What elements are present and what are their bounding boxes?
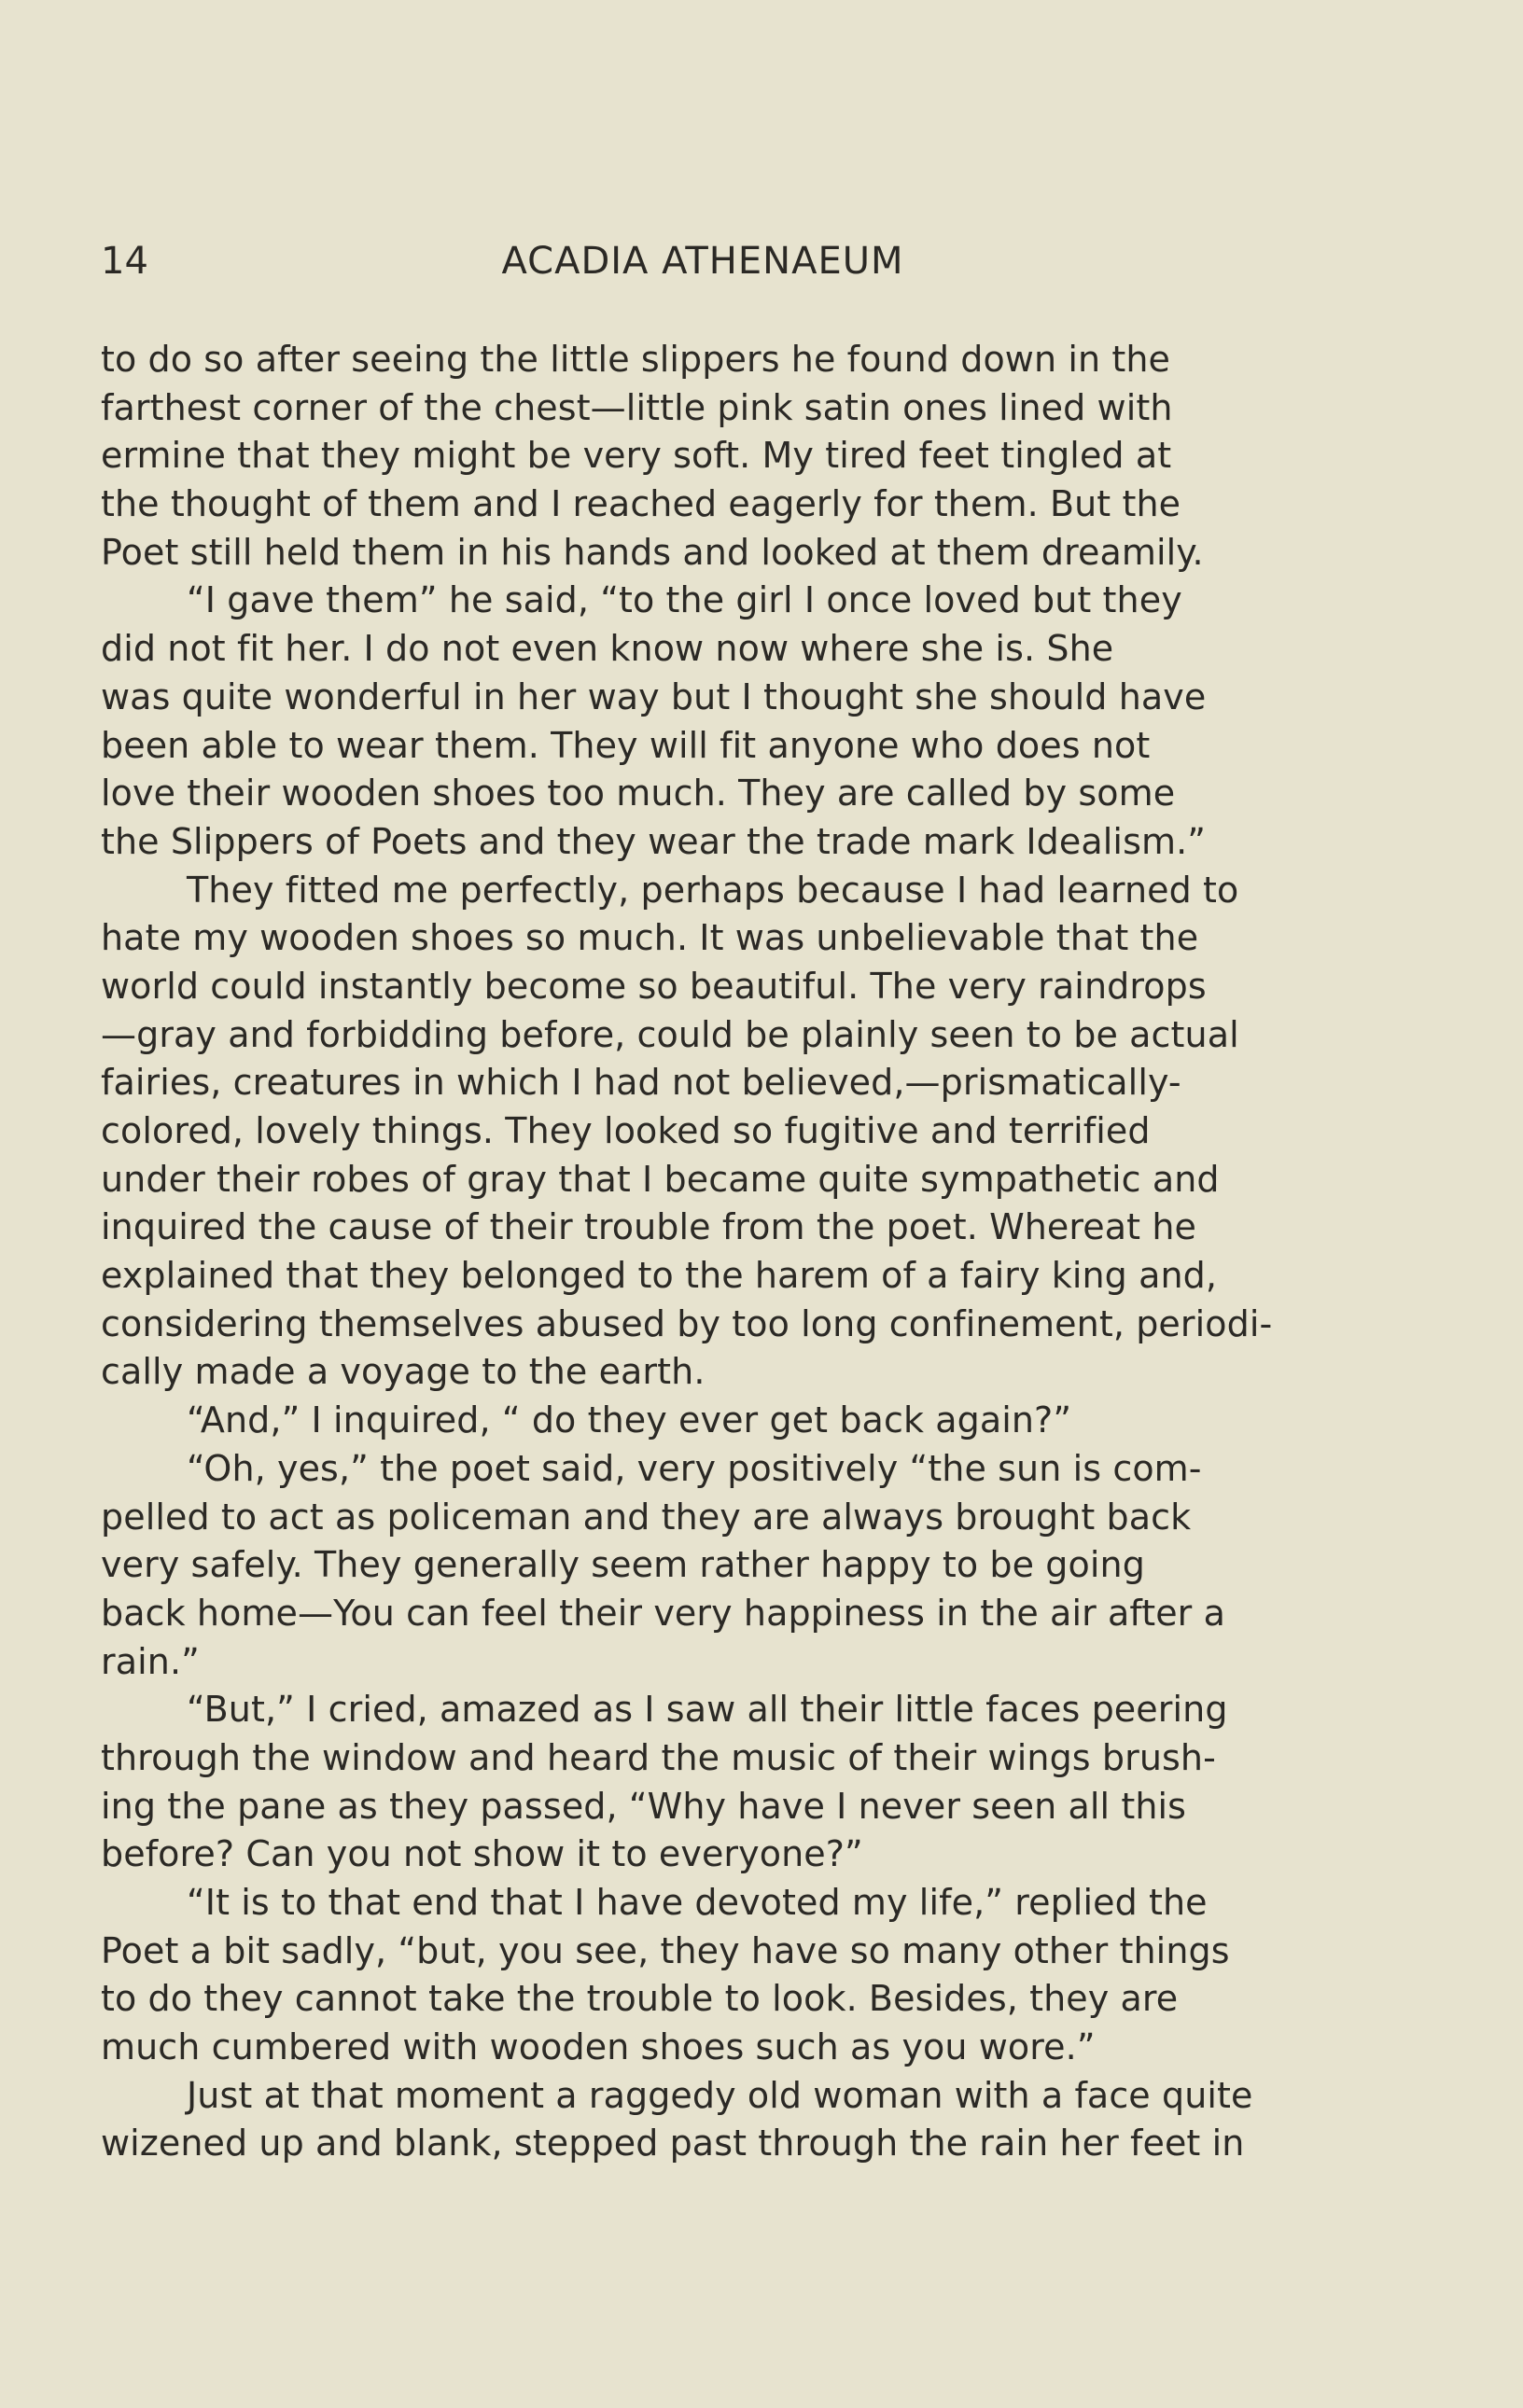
page-number: 14 — [101, 240, 148, 283]
text-line: “It is to that end that I have devoted my life,” replied the — [187, 1882, 1208, 1923]
text-line: the thought of them and I reached eagerly for them. But the — [101, 483, 1181, 525]
text-line: fairies, creatures in which I had not believed,—prismatically- — [101, 1062, 1181, 1104]
text-line: world could instantly become so beautiful. The very raindrops — [101, 965, 1207, 1007]
text-line: Just at that moment a raggedy old woman with a face quite — [187, 2074, 1253, 2116]
body-text — [101, 336, 1305, 2168]
text-line: Poet still held them in his hands and looked at them dreamily. — [101, 531, 1204, 573]
text-line: hate my wooden shoes so much. It was unbelievable that the — [101, 917, 1199, 959]
text-line: pelled to act as policeman and they are always brought back — [101, 1496, 1192, 1538]
text-line: to do they cannot take the trouble to look. Besides, they are — [101, 1978, 1179, 2020]
text-line: back home—You can feel their very happiness in the air after a — [101, 1592, 1225, 1634]
text-line: cally made a voyage to the earth. — [101, 1351, 706, 1393]
text-line: farthest corner of the chest—little pink satin ones lined with — [101, 386, 1173, 428]
text-line: been able to wear them. They will fit anyone who does not — [101, 724, 1151, 766]
text-line: explained that they belonged to the harem of a fairy king and, — [101, 1255, 1218, 1297]
text-line: “I gave them” he said, “to the girl I once loved but they — [187, 579, 1182, 621]
text-line: wizened up and blank, stepped past through the rain her feet in — [101, 2123, 1245, 2164]
text-line: inquired the cause of their trouble from the poet. Whereat he — [101, 1206, 1197, 1248]
text-line: to do so after seeing the little slippers he found down in the — [101, 339, 1171, 380]
running-title: ACADIA ATHENAEUM — [501, 240, 904, 283]
page-header — [101, 235, 1305, 291]
text-line: very safely. They generally seem rather happy to be going — [101, 1544, 1145, 1586]
text-line: much cumbered with wooden shoes such as you wore.” — [101, 2026, 1096, 2068]
text-line: before? Can you not show it to everyone?” — [101, 1833, 863, 1875]
text-line: “Oh, yes,” the poet said, very positively “the sun is com- — [187, 1447, 1202, 1489]
text-line: —gray and forbidding before, could be plainly seen to be actual — [101, 1013, 1239, 1055]
text-line: colored, lovely things. They looked so fugitive and terrified — [101, 1110, 1151, 1151]
text-line: under their robes of gray that I became quite sympathetic and — [101, 1158, 1220, 1200]
text-line: ermine that they might be very soft. My tired feet tingled at — [101, 435, 1172, 477]
text-line: ing the pane as they passed, “Why have I never seen all this — [101, 1785, 1187, 1827]
text-line: “And,” I inquired, “ do they ever get back again?” — [187, 1399, 1072, 1441]
text-line: “But,” I cried, amazed as I saw all their little faces peering — [187, 1689, 1228, 1731]
text-line: did not fit her. I do not even know now where she is. She — [101, 628, 1114, 670]
text-line: They fitted me perfectly, perhaps because I had learned to — [187, 869, 1239, 911]
text-line: through the window and heard the music of their wings brush- — [101, 1736, 1216, 1778]
text-line: was quite wonderful in her way but I thought she should have — [101, 675, 1207, 717]
text-line: considering themselves abused by too long confinement, periodi- — [101, 1302, 1273, 1344]
text-line: the Slippers of Poets and they wear the trade mark Idealism.” — [101, 820, 1207, 862]
text-line: Poet a bit sadly, “but, you see, they have so many other things — [101, 1929, 1230, 1971]
text-line: love their wooden shoes too much. They are called by some — [101, 773, 1176, 814]
text-line: rain.” — [101, 1640, 200, 1682]
